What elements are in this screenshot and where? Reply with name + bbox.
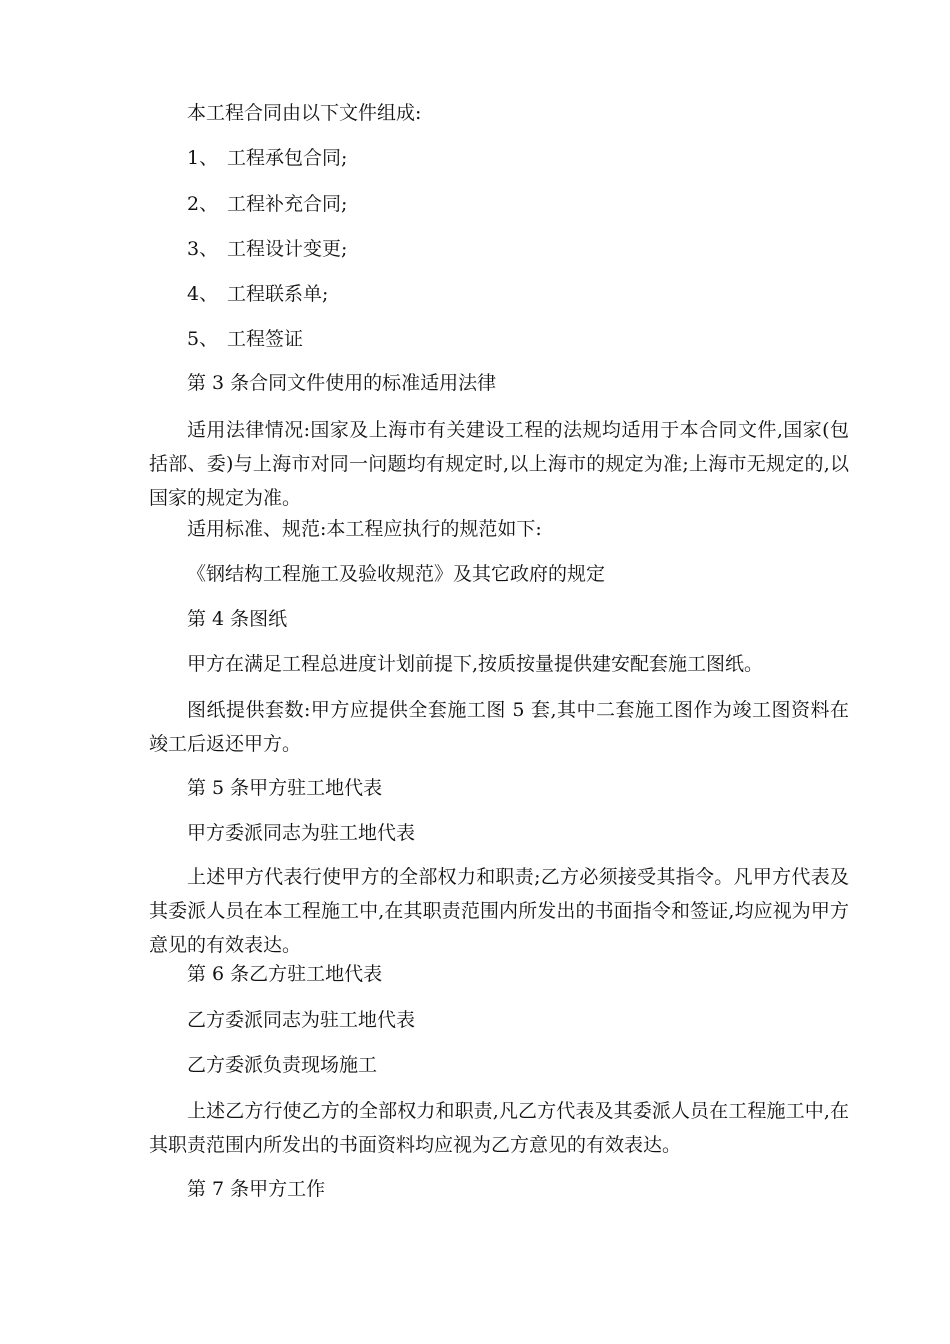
- article-6-title: 第 6 条乙方驻工地代表: [187, 963, 383, 985]
- list-item-number: 5、: [187, 328, 219, 350]
- list-item-text: 工程联系单;: [227, 283, 329, 305]
- article-3-standard-paragraph: 适用标准、规范:本工程应执行的规范如下:: [187, 518, 542, 540]
- list-item: [187, 277, 328, 311]
- list-item-number: 3、: [187, 238, 219, 260]
- article-5-paragraph-2: 上述甲方代表行使甲方的全部权力和职责;乙方必须接受其指令。凡甲方代表及其委派人员在本工程施工中,在其职责范围内所发出的书面指令和签证,均应视为甲方意见的有效表达。: [149, 866, 849, 956]
- list-item-text: 工程设计变更;: [227, 238, 348, 260]
- article-5-paragraph-1: 甲方委派同志为驻工地代表: [187, 822, 416, 844]
- article-4-paragraph-1: 甲方在满足工程总进度计划前提下,按质按量提供建安配套施工图纸。: [187, 653, 764, 675]
- list-item-text: 工程承包合同;: [227, 147, 348, 169]
- list-item-number: 4、: [187, 283, 219, 305]
- article-6-paragraph-2: 乙方委派负责现场施工: [187, 1054, 378, 1076]
- article-3-title: 第 3 条合同文件使用的标准适用法律: [187, 372, 497, 394]
- article-7-title: 第 7 条甲方工作: [187, 1178, 326, 1200]
- list-item-text: 工程签证: [227, 328, 304, 350]
- list-item: [187, 141, 347, 175]
- article-4-title: 第 4 条图纸: [187, 608, 288, 630]
- list-item-number: 2、: [187, 193, 219, 215]
- article-5-title: 第 5 条甲方驻工地代表: [187, 777, 383, 799]
- list-item: [187, 322, 303, 356]
- article-3-law-paragraph: 适用法律情况:国家及上海市有关建设工程的法规均适用于本合同文件,国家(包括部、委)与上海市对同一问题均有规定时,以上海市的规定为准;上海市无规定的,以国家的规定为准。: [149, 419, 849, 509]
- intro-paragraph: 本工程合同由以下文件组成:: [187, 102, 422, 124]
- list-item: [187, 187, 347, 221]
- article-6-paragraph-3: 上述乙方行使乙方的全部权力和职责,凡乙方代表及其委派人员在工程施工中,在其职责范围内所发出的书面资料均应视为乙方意见的有效表达。: [149, 1100, 849, 1156]
- list-item-text: 工程补充合同;: [227, 193, 348, 215]
- article-3-spec-paragraph: 《钢结构工程施工及验收规范》及其它政府的规定: [187, 563, 606, 585]
- article-4-paragraph-2: 图纸提供套数:甲方应提供全套施工图 5 套,其中二套施工图作为竣工图资料在竣工后返还甲方。: [149, 699, 849, 755]
- list-item: [187, 232, 347, 266]
- article-6-paragraph-1: 乙方委派同志为驻工地代表: [187, 1009, 416, 1031]
- list-item-number: 1、: [187, 147, 219, 169]
